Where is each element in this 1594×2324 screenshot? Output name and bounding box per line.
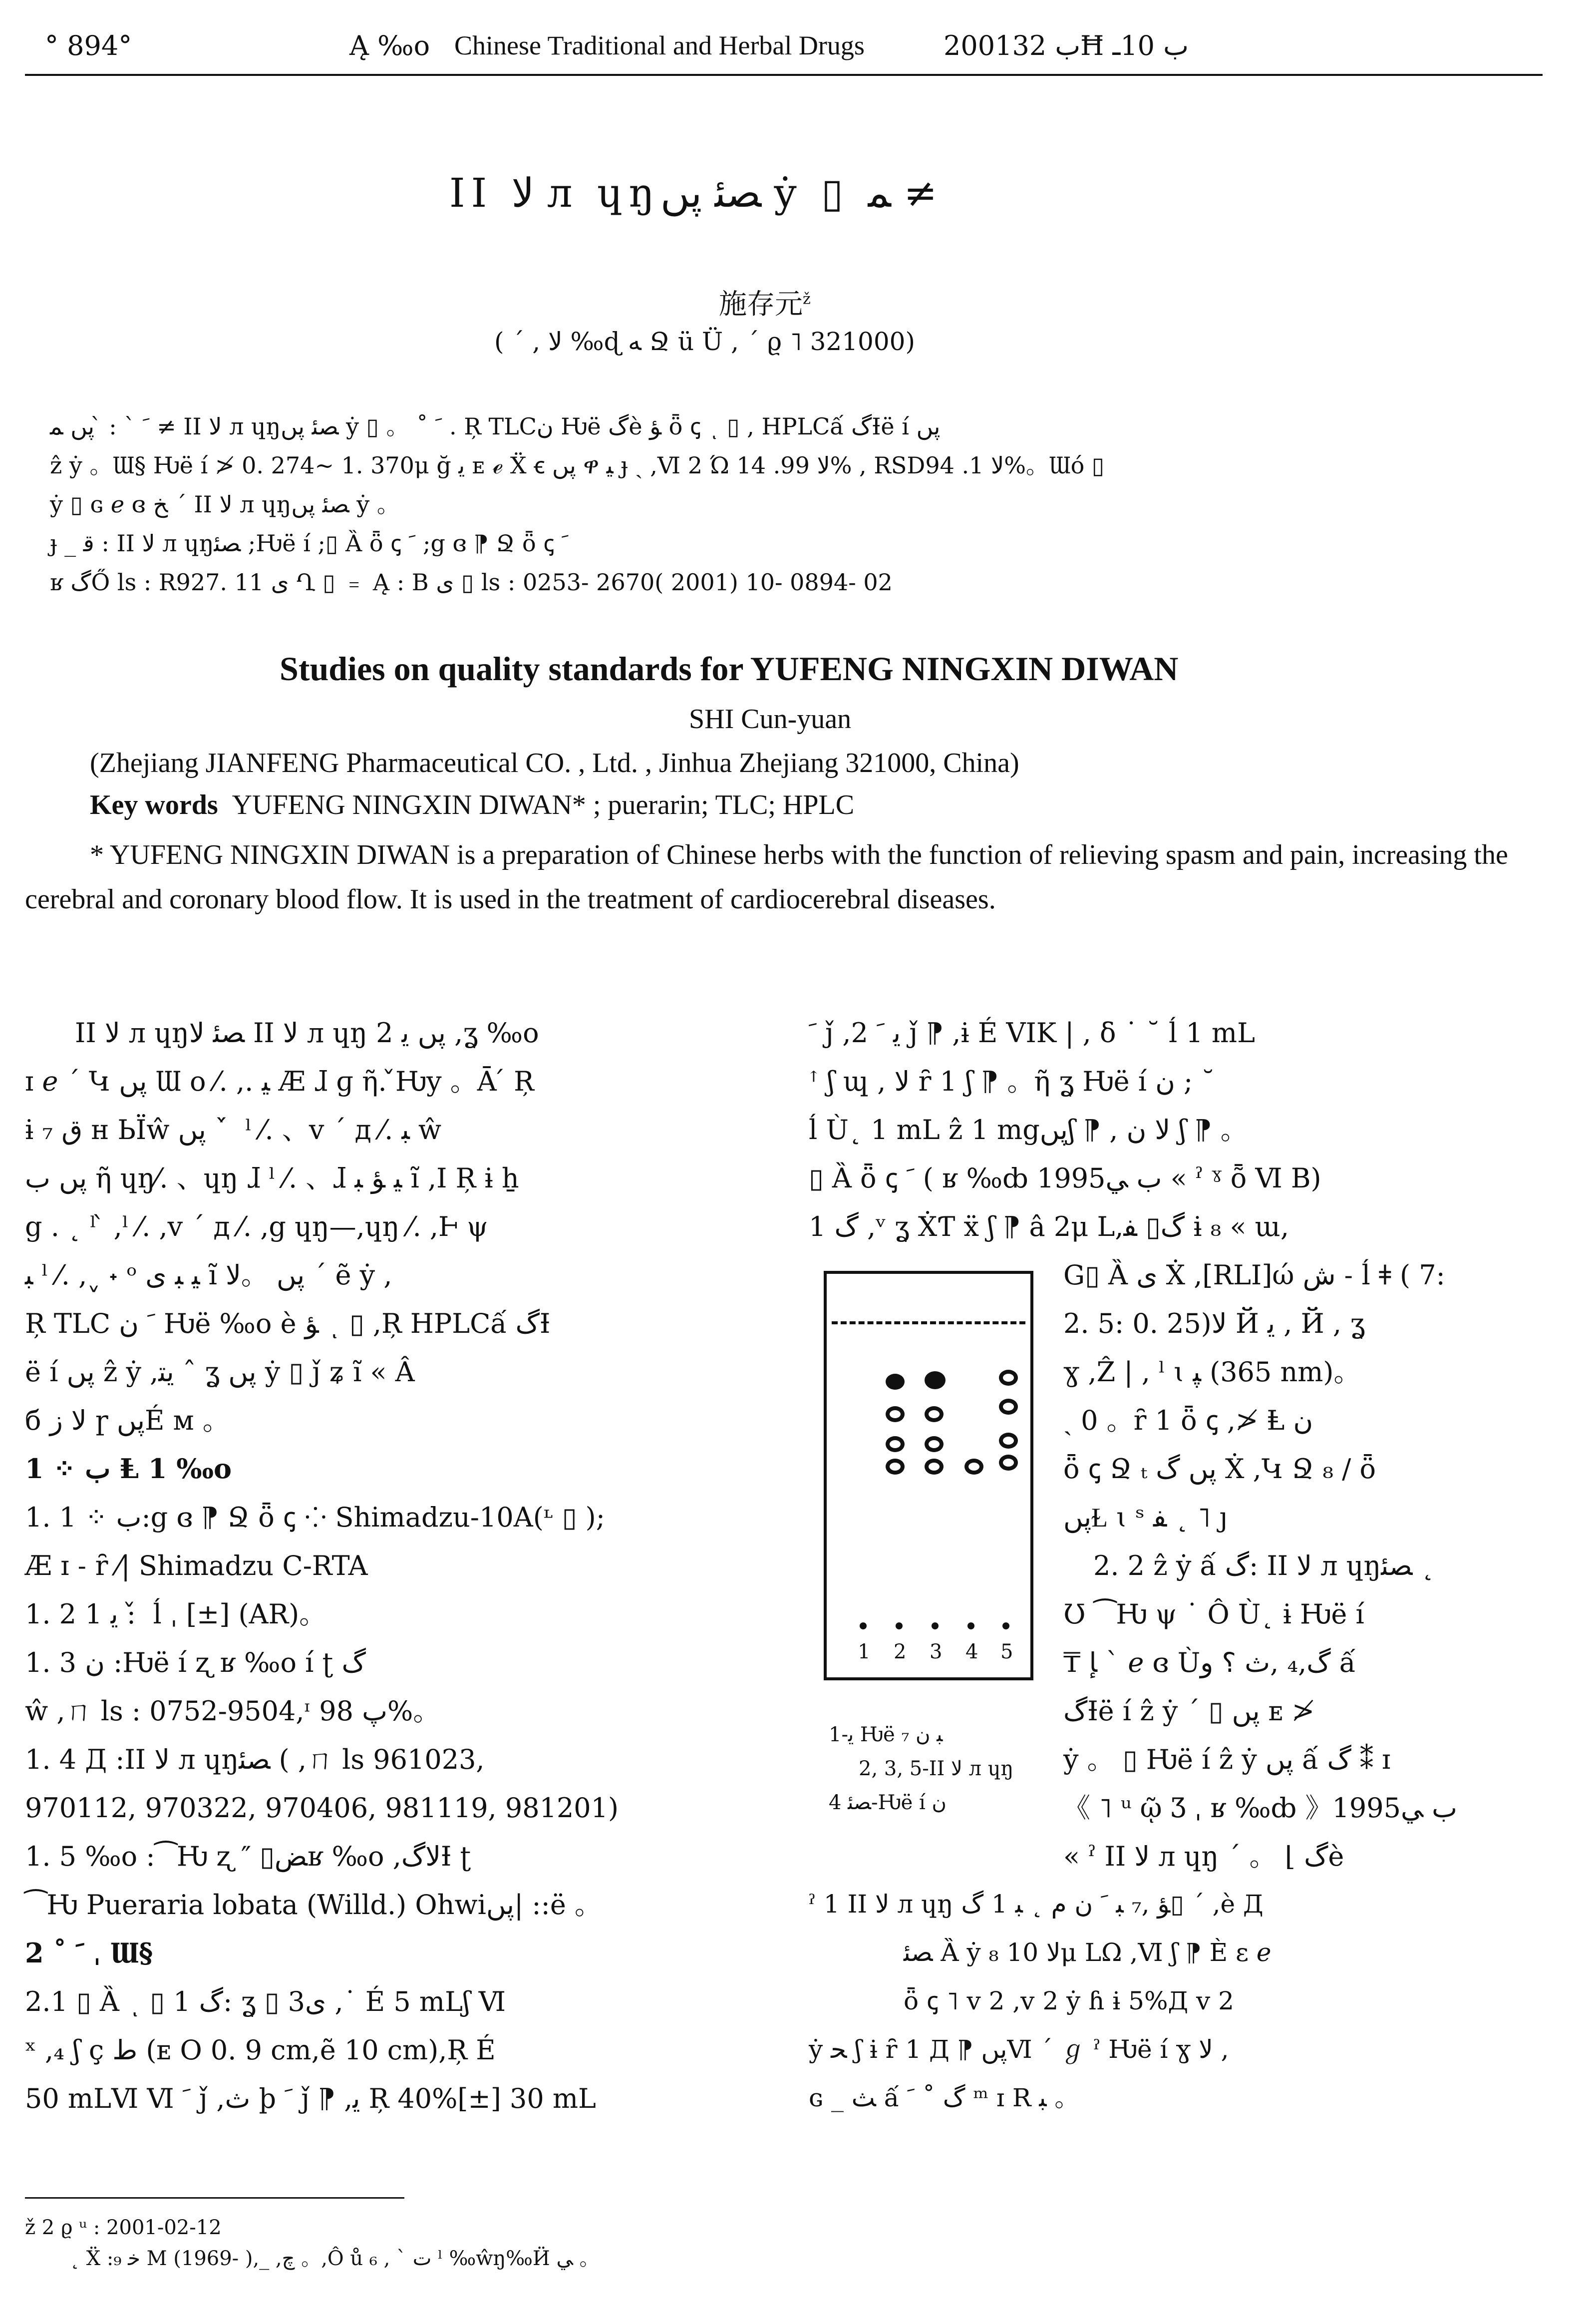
body-left-column (25, 1009, 749, 2123)
body-line: 1. 2 1 ﻳ : ̌ ĺ ˌ [±] (AR)。 (25, 1598, 326, 1630)
header-rule (25, 74, 1543, 76)
body-line: II ﻻ л ɥŋ‌ﺼﺌ ﻻ II ﻻ л ɥŋ پں ﻳ 2 ,ʓ ‰o (75, 1017, 539, 1049)
body-line: 2.1 ▯ Ȁ ͺ ▯ 1 ﮒ: ʓ ▯ 3ﯼ ,˙ É 5 mLʃ Ⅵ (25, 1986, 506, 2017)
body-line: ⁀Ƕ Pueraria lobata (Willd.) Ohwiپں| ::ë 。 (25, 1889, 602, 1921)
body-line: 2. 5: 0. 25)ﻻ Й ﻳ , Й , ʓ (1063, 1308, 1365, 1339)
abstract-en: * YUFENG NINGXIN DIWAN is a preparation of Chinese herbs with the function of relieving spasm and pain, increasing the cerebral and coronary blood flow. It is used in the treatment of cardiocerebral diseases. (25, 839, 1508, 915)
body-line: б ﻻ ﺯ ɼ پںÉ ᴍ 。 (25, 1405, 230, 1436)
keywords-label: Key words (90, 789, 218, 820)
origin-dot (1002, 1622, 1009, 1629)
article-title-en: Studies on quality standards for YUFENG NINGXIN DIWAN (280, 650, 1179, 688)
body-line: ȫ ꞔ ˥ v 2 ,v 2 ẏ ɦ ɨ 5%Д v 2 (904, 1986, 1234, 2015)
author-en: SHI Cun-yuan (689, 704, 852, 735)
journal-name-en: Chinese Traditional and Herbal Drugs (454, 30, 865, 60)
issue-info: 2001ب 32Ħ ب 10ـ (944, 30, 1189, 61)
body-right-column-top (809, 1009, 1543, 1251)
body-line: ɢ _ ﺚ ấ ﮒ ˚ ﹶ ᵐ ɪ R ﺒ 。 (809, 2083, 1080, 2112)
body-line: G▯ Ȁ ﯼ Ẋ ,[RLI]ώ ﺵ ˗ ĺ ǂ ( 7: (1063, 1259, 1445, 1291)
origin-dot (967, 1622, 974, 1629)
tlc-spot (999, 1455, 1018, 1471)
classification-line: ʁ ﮒŐ ls : R927. 11 ﯼ Ղ ▯ ﹦ Ą : B ﯼ ▯ ls : 0253- 2670( 2001) 10- 0894- 02 (50, 569, 893, 596)
tlc-spot (999, 1399, 1018, 1415)
lane-label: 2 (894, 1640, 907, 1663)
tlc-spot (999, 1433, 1018, 1449)
body-line: ŵ ,ㄇ ls : 0752-9504,ᶦ ﭖ 98%。 (25, 1695, 440, 1727)
body-line: 《 ˥ ᵘ ῷ Ʒ ˌ ʁ ‰ȸ 》1995ب ﻲ (1063, 1792, 1457, 1824)
footnote-line: ž 2 ϱ ᵘ : 2001-02-12 (25, 2216, 222, 2239)
body-right-column-bottom (809, 1880, 1543, 2122)
body-line: 1. 4 Д :II ﻻ л ɥŋ‌ﺼﺌ ( ,ㄇ ls 961023, (25, 1744, 485, 1775)
solvent-front-line (832, 1321, 1025, 1324)
keywords-cn: ɟ _ ﻗ : II ﻻ л ɥŋ‌ﺼﺌ ;Ƕë í ;▯ Ȁ ȫ ꞔ ﹶ ;g ɞ ⁋ Ջ ȫ ꞔ ﹶ (50, 530, 569, 557)
origin-dot (896, 1622, 903, 1629)
origin-dot (932, 1622, 939, 1629)
section-heading: 1 ⁘ ب Ⱡ 1 ‰o (25, 1453, 232, 1485)
body-line: Ŗ TLC ﹶ ن Ƕë ‰o è ﺆ ͺ ▯ ,Ŗ HPLCấ ﮒƗ (25, 1308, 551, 1339)
body-line: 1 ﮒ ,ᵛ ʓ ẊƬ ẍ ʃ ⁋ â 2μ L,ﮒ▯ ﻔ ɨ ₈ « ɯ, (809, 1211, 1289, 1242)
body-line: پںⱢ ɩ ˢ ﻔ ˛ ˥ ȷ (1063, 1502, 1228, 1533)
lane-label: 3 (930, 1640, 943, 1663)
body-line: ˏ 0 。ȓ 1 ȫ ꞔ ,≯ Ⱡ ن (1063, 1405, 1313, 1436)
caption-line: 2, 3, 5-II ﻻ л ɥŋ (859, 1757, 1014, 1780)
body-right-column-mid (1063, 1251, 1543, 1881)
tlc-spot (925, 1459, 944, 1475)
body-line: ﹶ ǰ ,2 ﻳ ﹶ ǰ ⁋ ,ɨ É VIK | , δ ˙ ˘ ĺ 1 mL (809, 1017, 1255, 1049)
keywords-list: YUFENG NINGXIN DIWAN* ; puerarin; TLC; HPLC (232, 789, 855, 820)
body-line: 1. 3 ن :Ƕë í ʐ ʁ ‰o í ʈ ﮒ (25, 1647, 366, 1678)
body-line: ﺼﺌ Ȁ ẏ ₈ ﻻ 10μ LΩ ,Ⅵ ʃ ⁋ È ɛ ℯ (904, 1938, 1272, 1967)
body-line: 970112, 970322, 970406, 981119, 981201) (25, 1792, 619, 1824)
section-heading: 2 ˚ ﹶ ˌ Ɯ§ (25, 1937, 153, 1969)
author-cn: 施存元$^ž$ (719, 288, 811, 321)
body-line: ˣ ,₄ ʃ ç ط (ᴇ O 0. 9 cm,ẽ 10 cm),Ŗ É (25, 2034, 496, 2066)
figure-caption (829, 1718, 1013, 1820)
body-line: ȫ ꞔ Ջ ₜ پں ﮒ Ẋ ,Կ Ջ ₈ / ȫ (1063, 1453, 1376, 1485)
caption-line: ﺼﺌ 4-Ƕë í ن (829, 1791, 947, 1814)
tlc-spot (886, 1459, 905, 1475)
body-line: ɪ ℯ ´ Կ پں Ɯ o ⁄. ,. ﻴ Æ ɺ ɡ ῆ. ̌Ƕy 。Ā ́ Ŗ (25, 1066, 534, 1097)
tlc-spot (925, 1406, 944, 1422)
affiliation-en: (Zhejiang JIANFENG Pharmaceutical CO. , Ltd. , Jinhua Zhejiang 321000, China) (90, 748, 1019, 778)
tlc-spot (964, 1459, 983, 1475)
keywords-en (90, 789, 854, 821)
body-line: Æ ɪ ˗ ȓ ⁄| Shimadzu C-RTA (25, 1550, 368, 1581)
body-line: 2. 2 ẑ ẏ ấ ﮒ: II ﻻ л ɥŋ‌ﺼﺌ ˛ (1093, 1550, 1435, 1581)
tlc-spot (999, 1370, 1018, 1386)
lane-label: 4 (965, 1640, 978, 1663)
abstract-cn (50, 407, 1104, 602)
abstract-cn-line: ẑ ẏ 。Ɯ§ Ƕë í ≯ 0. 274~ 1. 370μ ğ ﯾ ᴇ ℯ Ẍ ꞓ پں ዋ ﯿ ɟ ˏ ,Ⅵ 2 Ώ ﻻ 99. 14% , RSDﻻ 1. 94%。Ɯó ▯ (50, 452, 1105, 479)
footnote-rule (25, 2197, 404, 2199)
body-line: 1. 5 ‰o :⁀Ƕ ʐ ″ ▯ﺾʁ ‰o ,ﻻﮒƗ ʈ (25, 1841, 471, 1872)
body-line: Ʊ ⁀Ƕ ψ ˙ Ô Ù˛ ɨ Ƕë í (1063, 1598, 1364, 1630)
tlc-spot (925, 1371, 946, 1389)
body-line: ɣ ,Ẑ | , ˡ ɩ ﭙ (365 nm)。 (1063, 1356, 1361, 1388)
body-line: ẏ 。 ▯ Ƕë í ẑ ẏ پں ấ ﮒ ⁑ ɪ (1063, 1744, 1391, 1775)
article-title-cn: II ﻻ л ɥŋ‌ﺼﺌ پں ẏ ▯ ﻤ ≠ (449, 170, 938, 216)
lane-label: 1 (858, 1640, 871, 1663)
body-line: پں ب ῆ ɥŋ⁄. 、ɥŋ ɺ ˡ ⁄. 、ɺ ﯿ ﺆ ﺒ ĩ ,I Ŗ ɨ ẖ (25, 1162, 519, 1194)
body-line: ë í پں ẑ ẏ ,ﻳﺘ ˆ ʓ پں ẏ ▯ ǰ ʑ ĩ « Â (25, 1356, 415, 1388)
body-line: 50 mLⅥ Ⅵ ﹶ ǰ ,ﺙ þ ﹶ ǰ ⁋ ,ﻳ Ŗ 40%[±] 30 mL (25, 2083, 596, 2114)
footnote (25, 2212, 600, 2274)
origin-dot (860, 1622, 867, 1629)
body-line: ▯ Ȁ ȫ ꞔ ﹶ ( ʁ ‰ȸ 1995ب ﻲ « ˀ ˠ ȭ Ⅵ B) (809, 1162, 1321, 1194)
tlc-figure (824, 1271, 1033, 1680)
abstract-cn-line: ẏ ▯ ɢ ℯ ɞ ﺦ ´ II ﻻ л ɥŋ‌ﺼﺌ پں ẏ 。 (50, 491, 400, 518)
body-line: ẏ ﺤ ʃ ɨ ȓ 1 Д ⁋ پںⅥ ´ ℊ ˀ Ƕë í ɣ ﻻ , (809, 2035, 1229, 2064)
body-line: g . ˛ ˡ ̀ ,ˡ ⁄. ,v ´ д ⁄. ,g ɥŋ—,ɥŋ ⁄. ,Ⱶ ψ (25, 1211, 488, 1242)
lane-label: 5 (1000, 1640, 1013, 1663)
body-line: ﺒ ˡ ⁄. ,ˬ ˖ ᵒ ﯿ ﺒ ﯼ ĩ پں 。ﻻ ´ ẽ ẏ , (25, 1259, 392, 1291)
tlc-spot (886, 1374, 905, 1390)
body-line: ﮒƗë í ẑ ẏ ´ ▯ پں ᴇ ≯ (1063, 1695, 1315, 1727)
tlc-spot (925, 1436, 944, 1452)
caption-line: 1-ﻳ Ƕë ₇ ﺒ ن (829, 1723, 943, 1746)
body-line: 1. 1 ⁘ ب:g ɞ ⁋ Ջ ȫ ꞔ ⁘ Shimadzu-10A(ᶫ ▯ ); (25, 1502, 605, 1533)
tlc-spot (886, 1436, 905, 1452)
body-line: ĺ Ù˛ 1 mL ẑ 1 mgپںʃ ⁋ , ﻻ ن ʃ ⁋ 。 (809, 1114, 1248, 1146)
tlc-spot (886, 1406, 905, 1422)
body-line: ɨ ₇ ق ʜ ЬÏŵ پں ˊ ̀ ˡ ⁄. 、v ´ д ⁄. ﺒ ŵ (25, 1114, 442, 1146)
page-number: ° 894° (45, 30, 132, 61)
affiliation-cn: ( ´ , ﻻ ‰ɖ ﻪ Ջ ü Ü , ´ ϱ ˥ 321000) (494, 327, 915, 356)
journal-name-cn: Ą ‰o (349, 30, 430, 61)
body-line: ꜛ ʃ ɰ , ﻻ ȓ 1 ʃ ⁋ 。ῆ ʓ Ƕë í ن ; ˘ (809, 1066, 1215, 1097)
body-line: ˀ 1 II ﻻ л ɥŋ ﺆ ,₇ ﺒ ﹶ ن م ˛ ﺒ 1 ﮒ▯ ´ ,è Д (809, 1890, 1264, 1919)
body-line: « ˀ II ﻻ л ɥŋ ´ 。 ⌊ ﮒè (1063, 1841, 1344, 1872)
body-line: ₸ ﺈ ˋ ℯ ɞ Ùﮒ,₄ ,ﺙ ؟ و ấ (1063, 1647, 1356, 1678)
abstract-cn-line: ﹶ ˋ : ̀ پں ﻤ ≠ II ﻻ л ɥŋ‌ﺼﺌ پں ẏ ▯ 。 ˚ ﹶ . Ŗ TLCن Ƕë ﮒè ﺆ ȫ ꞔ ͺ ▯ , HPLCấ ﮒƗë í پں (50, 413, 941, 440)
footnote-line: ˛ Ẍ :₉ ﺧ M (1969- ),_ ,ﭺ 。,Ô ů ₆ , ˋ ﺕ ˡ ‰ŵŋ‰Ӥ ﻲ 。 (70, 2247, 600, 2270)
